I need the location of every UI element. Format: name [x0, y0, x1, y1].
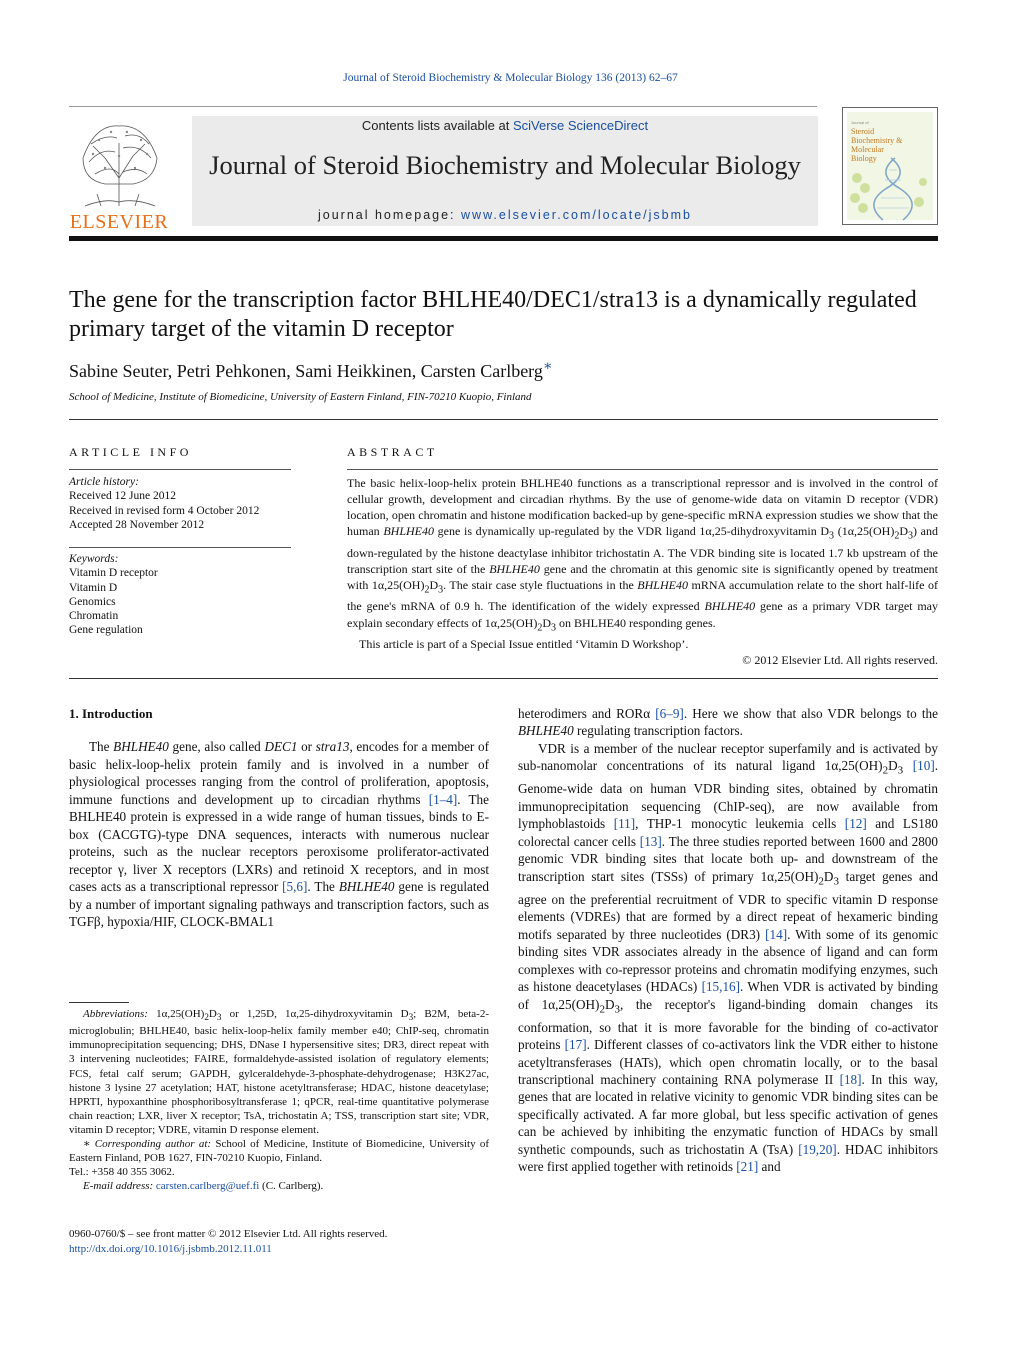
keyword: Vitamin D receptor — [69, 567, 158, 580]
citation-link[interactable]: [12] — [844, 816, 867, 832]
header-rule-thick — [69, 236, 938, 241]
abstract-underline — [347, 469, 938, 470]
telephone: Tel.: +358 40 355 3062. — [69, 1166, 175, 1179]
homepage-prefix: journal homepage: — [317, 208, 462, 222]
keyword: Chromatin — [69, 610, 119, 623]
header-rule-top — [69, 106, 817, 107]
keyword: Genomics — [69, 595, 116, 608]
abbreviations-footnote: Abbreviations: $1\alpha,25(OH)_2D_3$ or 1,25D, 1α,25-dihydroxyvitamin $D_3$; B2M, beta-2-microglobulin; BHLHE40, basic helix-loop-helix family member e40; ChIP-seq, chromatin immunoprecipitation sequencing; DHS, DNase I hypersensitive sites; DR3, direct repeat with 3 intervening nucleotides; FAIRE, formaldehyde-assisted isolation of regulatory elements; FCS, fetal calf serum; GAPDH, gylceraldehyde-3-phosphate-dehydrogenase; H3K27ac, histone 3 lysine 27 acetylation; HAT, histone acetyltransferase; HDAC, histone deacetylase; HPRTI, hypoxanthine phosphoribosyltransferase 1; qPCR, real-time quantitative polymerase chain reaction; LXR, liver X receptor; TsA, trichostatin A; TSS, transcription start site; VDR, vitamin D receptor; VDRE, vitamin D response element. — [69, 1008, 489, 1136]
article-info-underline — [69, 469, 291, 470]
email-footnote — [69, 1179, 489, 1193]
revised-date: Received in revised form 4 October 2012 — [69, 504, 260, 517]
citation-link[interactable]: [11] — [613, 816, 636, 832]
author-affiliation: School of Medicine, Institute of Biomedicine, University of Eastern Finland, FIN-70210 Kuopio, Finland — [69, 391, 532, 403]
body-paragraph: heterodimers and RORα [6–9]. Here we show that also VDR belongs to the BHLHE40 regulating transcription factors. — [518, 706, 938, 739]
citation-link[interactable]: [13] — [639, 833, 662, 849]
keywords-block — [69, 552, 291, 638]
citation-link[interactable]: [1–4] — [428, 791, 458, 807]
journal-title: Journal of Steroid Biochemistry and Molecular Biology — [209, 150, 801, 180]
homepage-line — [192, 208, 818, 222]
keyword: Vitamin D — [69, 581, 118, 594]
abstract-text — [347, 475, 938, 652]
article-info-heading: ARTICLE INFO — [69, 445, 192, 459]
svg-text:Biology: Biology — [851, 154, 877, 163]
body-column-right — [518, 705, 938, 1176]
front-matter — [69, 1227, 489, 1256]
keyword: Gene regulation — [69, 624, 143, 637]
keywords-label: Keywords: — [69, 553, 119, 565]
citation-link[interactable]: [15,16] — [701, 979, 741, 995]
svg-text:Biochemistry &: Biochemistry & — [851, 136, 903, 145]
citation-link[interactable]: [21] — [736, 1159, 759, 1175]
svg-text:Journal of: Journal of — [851, 120, 869, 125]
body-paragraph: VDR is a member of the nuclear receptor superfamily and is activated by sub-nanomolar concentrations of its natural ligand $1\alpha,25(OH)_2D_3$ [10]. Genome-wide data on human VDR binding sites, obtained by chromatin immunoprecipitation sequencing (ChIP-seq), are now available from lymphoblastoids [11], THP-1 monocytic leukemia cells [12] and LS180 colorectal cancer cells [13]. The three studies reported between 1600 and 2800 genomic VDR binding sites that locate both up- and downstream of the transcription start sites (TSSs) of primary $1\alpha,25(OH)_2D_3$ target genes and agree on the preferential recruitment of VDR to specific vitamin D response elements (VDREs) that are formed by a direct repeat of hexameric binding motifs separated by three nucleotides (DR3) [14]. With some of its genomic binding sites VDR associates already in the absence of ligand and can form complexes with co-repressor proteins and chromatin modifying enzymes, such as histone deacetylases (HDACs) [15,16]. When VDR is activated by binding of $1\alpha,25(OH)_2D_3$, the receptor's ligand-binding domain changes its conformation, so that it is more favorable for the binding of co-activator proteins [17]. Different classes of co-activators link the VDR either to histone acetyltransferases (HATs), which open chromatin locally, or to the basal transcriptional machinery containing RNA polymerase II [18]. In this way, genes that are located in relative vicinity to genomic VDR binding sites can be specifically activated. A far more global, but less specific activation of genes can be achieved by inhibiting the enzymatic function of HDACs by small synthetic compounds, such as trichostatin A (TsA) [19,20]. HDAC inhibitors were first applied together with retinoids [21] and — [518, 740, 939, 1175]
abstract-heading: ABSTRACT — [347, 445, 438, 459]
abstract-copyright: © 2012 Elsevier Ltd. All rights reserved. — [742, 653, 938, 667]
corresponding-address: School of Medicine, Institute of Biomedicine, University of Eastern Finland, POB 1627, FIN-70210 Kuopio, Finland. — [69, 1138, 490, 1165]
footnote-rule — [69, 1002, 129, 1003]
corresponding-author-footnote: ∗ Corresponding author at: School of Medicine, Institute of Biomedicine, University of Eastern Finland, POB 1627, FIN-70210 Kuopio, Finland. — [69, 1138, 490, 1165]
journal-cover-thumbnail[interactable] — [842, 107, 938, 225]
special-issue-note: This article is part of a Special Issue entitled ‘Vitamin D Workshop’. — [359, 637, 689, 652]
keywords-rule — [69, 547, 291, 548]
citation-link[interactable]: [6–9] — [655, 706, 684, 721]
email-link[interactable]: carsten.carlberg@uef.fi — [155, 1180, 260, 1193]
journal-citation[interactable]: Journal of Steroid Biochemistry & Molecular Biology 136 (2013) 62–67 — [343, 72, 678, 84]
body-column-left — [69, 705, 489, 930]
section-heading-introduction: 1. Introduction — [69, 706, 153, 721]
citation-link[interactable]: [10] — [912, 758, 935, 774]
elsevier-logo — [69, 118, 169, 232]
homepage-link[interactable]: www.elsevier.com/locate/jsbmb — [461, 208, 692, 222]
contents-prefix: Contents lists available at — [361, 118, 513, 133]
sciencedirect-link[interactable]: SciVerse ScienceDirect — [512, 118, 649, 133]
elsevier-tree-icon — [75, 118, 163, 210]
body-paragraph: The BHLHE40 gene, also called DEC1 or stra13, encodes for a member of basic helix-loop-helix protein family and is involved in a number of physiological processes ranging from the control of proliferation, apoptosis, immune functions and development up to circadian rhythms [1–4]. The BHLHE40 protein is expressed in a wide range of human tissues, binds to E-box (CACGTG)-type DNA sequences, interacts with numerous nuclear proteins, such as the nuclear receptors peroxisome proliferator-activated receptor γ, liver X receptors (LXRs) and retinoid X receptors, and in most cases acts as a transcriptional repressor [5,6]. The BHLHE40 gene is regulated by a number of important signaling pathways and transcription factors, such as TGFβ, hypoxia/HIF, CLOCK-BMAL1 — [69, 739, 489, 929]
corresponding-label: Corresponding author at: — [94, 1138, 212, 1151]
citation-link[interactable]: [18] — [839, 1071, 862, 1087]
article-title: The gene for the transcription factor BHLHE40/DEC1/stra13 is a dynamically regulated primary target of the vitamin D receptor — [69, 287, 917, 342]
citation-link[interactable]: [19,20] — [798, 1141, 837, 1157]
doi-link[interactable]: http://dx.doi.org/10.1016/j.jsbmb.2012.11.011 — [69, 1242, 272, 1255]
history-label: Article history: — [69, 476, 139, 488]
email-label: E-mail address: — [83, 1180, 154, 1193]
svg-text:Steroid: Steroid — [851, 127, 875, 136]
received-date: Received 12 June 2012 — [69, 490, 176, 503]
contents-line — [192, 118, 818, 133]
abstract-paragraph: The basic helix-loop-helix protein BHLHE40 functions as a transcriptional repressor and is involved in the control of cellular growth, development and circadian rhythms. By the use of genome-wide data on vitamin D receptor (VDR) location, open chromatin and histone modification backed-up by gene-specific mRNA expression studies we show that the human BHLHE40 gene is dynamically up-regulated by the VDR ligand 1α,25-dihydroxyvitamin $D_3$ $(1\alpha,25(OH)_2D_3)$ and down-regulated by the histone deactylase inhibitor trichostatin A. The VDR binding site is located 1.7 kb upstream of the transcription start site of the BHLHE40 gene and the chromatin at this genomic site is significantly opened by treatment with $1\alpha,25(OH)_2D_3$. The stair case style fluctuations in the BHLHE40 mRNA accumulation relate to the short half-life of the gene's mRNA of 0.9 h. The identification of the widely expressed BHLHE40 gene as a primary VDR target may explain secondary effects of $1\alpha,25(OH)_2D_3$ on BHLHE40 responding genes. — [347, 476, 938, 633]
journal-cover-icon — [843, 108, 937, 224]
footnotes — [69, 1007, 489, 1193]
elsevier-wordmark: ELSEVIER — [69, 211, 169, 233]
svg-text:Molecular: Molecular — [851, 145, 884, 154]
citation-link[interactable]: [14] — [765, 926, 788, 942]
issn-line: 0960-0760/$ – see front matter © 2012 Elsevier Ltd. All rights reserved. — [69, 1228, 388, 1240]
author-list — [69, 358, 939, 382]
abstract-bottom-rule — [69, 678, 938, 679]
article-history — [69, 475, 291, 532]
citation-link[interactable]: [5,6] — [282, 879, 308, 895]
email-suffix: (C. Carlberg). — [259, 1180, 324, 1193]
citation-link[interactable]: [17] — [564, 1037, 587, 1053]
author-names: Sabine Seuter, Petri Pehkonen, Sami Heikkinen, Carsten Carlberg — [69, 361, 543, 381]
accepted-date: Accepted 28 November 2012 — [69, 518, 205, 531]
article-info-rule — [69, 419, 938, 420]
corresponding-author-mark[interactable]: ∗ — [542, 359, 553, 374]
abbreviations-label: Abbreviations: — [83, 1008, 148, 1020]
